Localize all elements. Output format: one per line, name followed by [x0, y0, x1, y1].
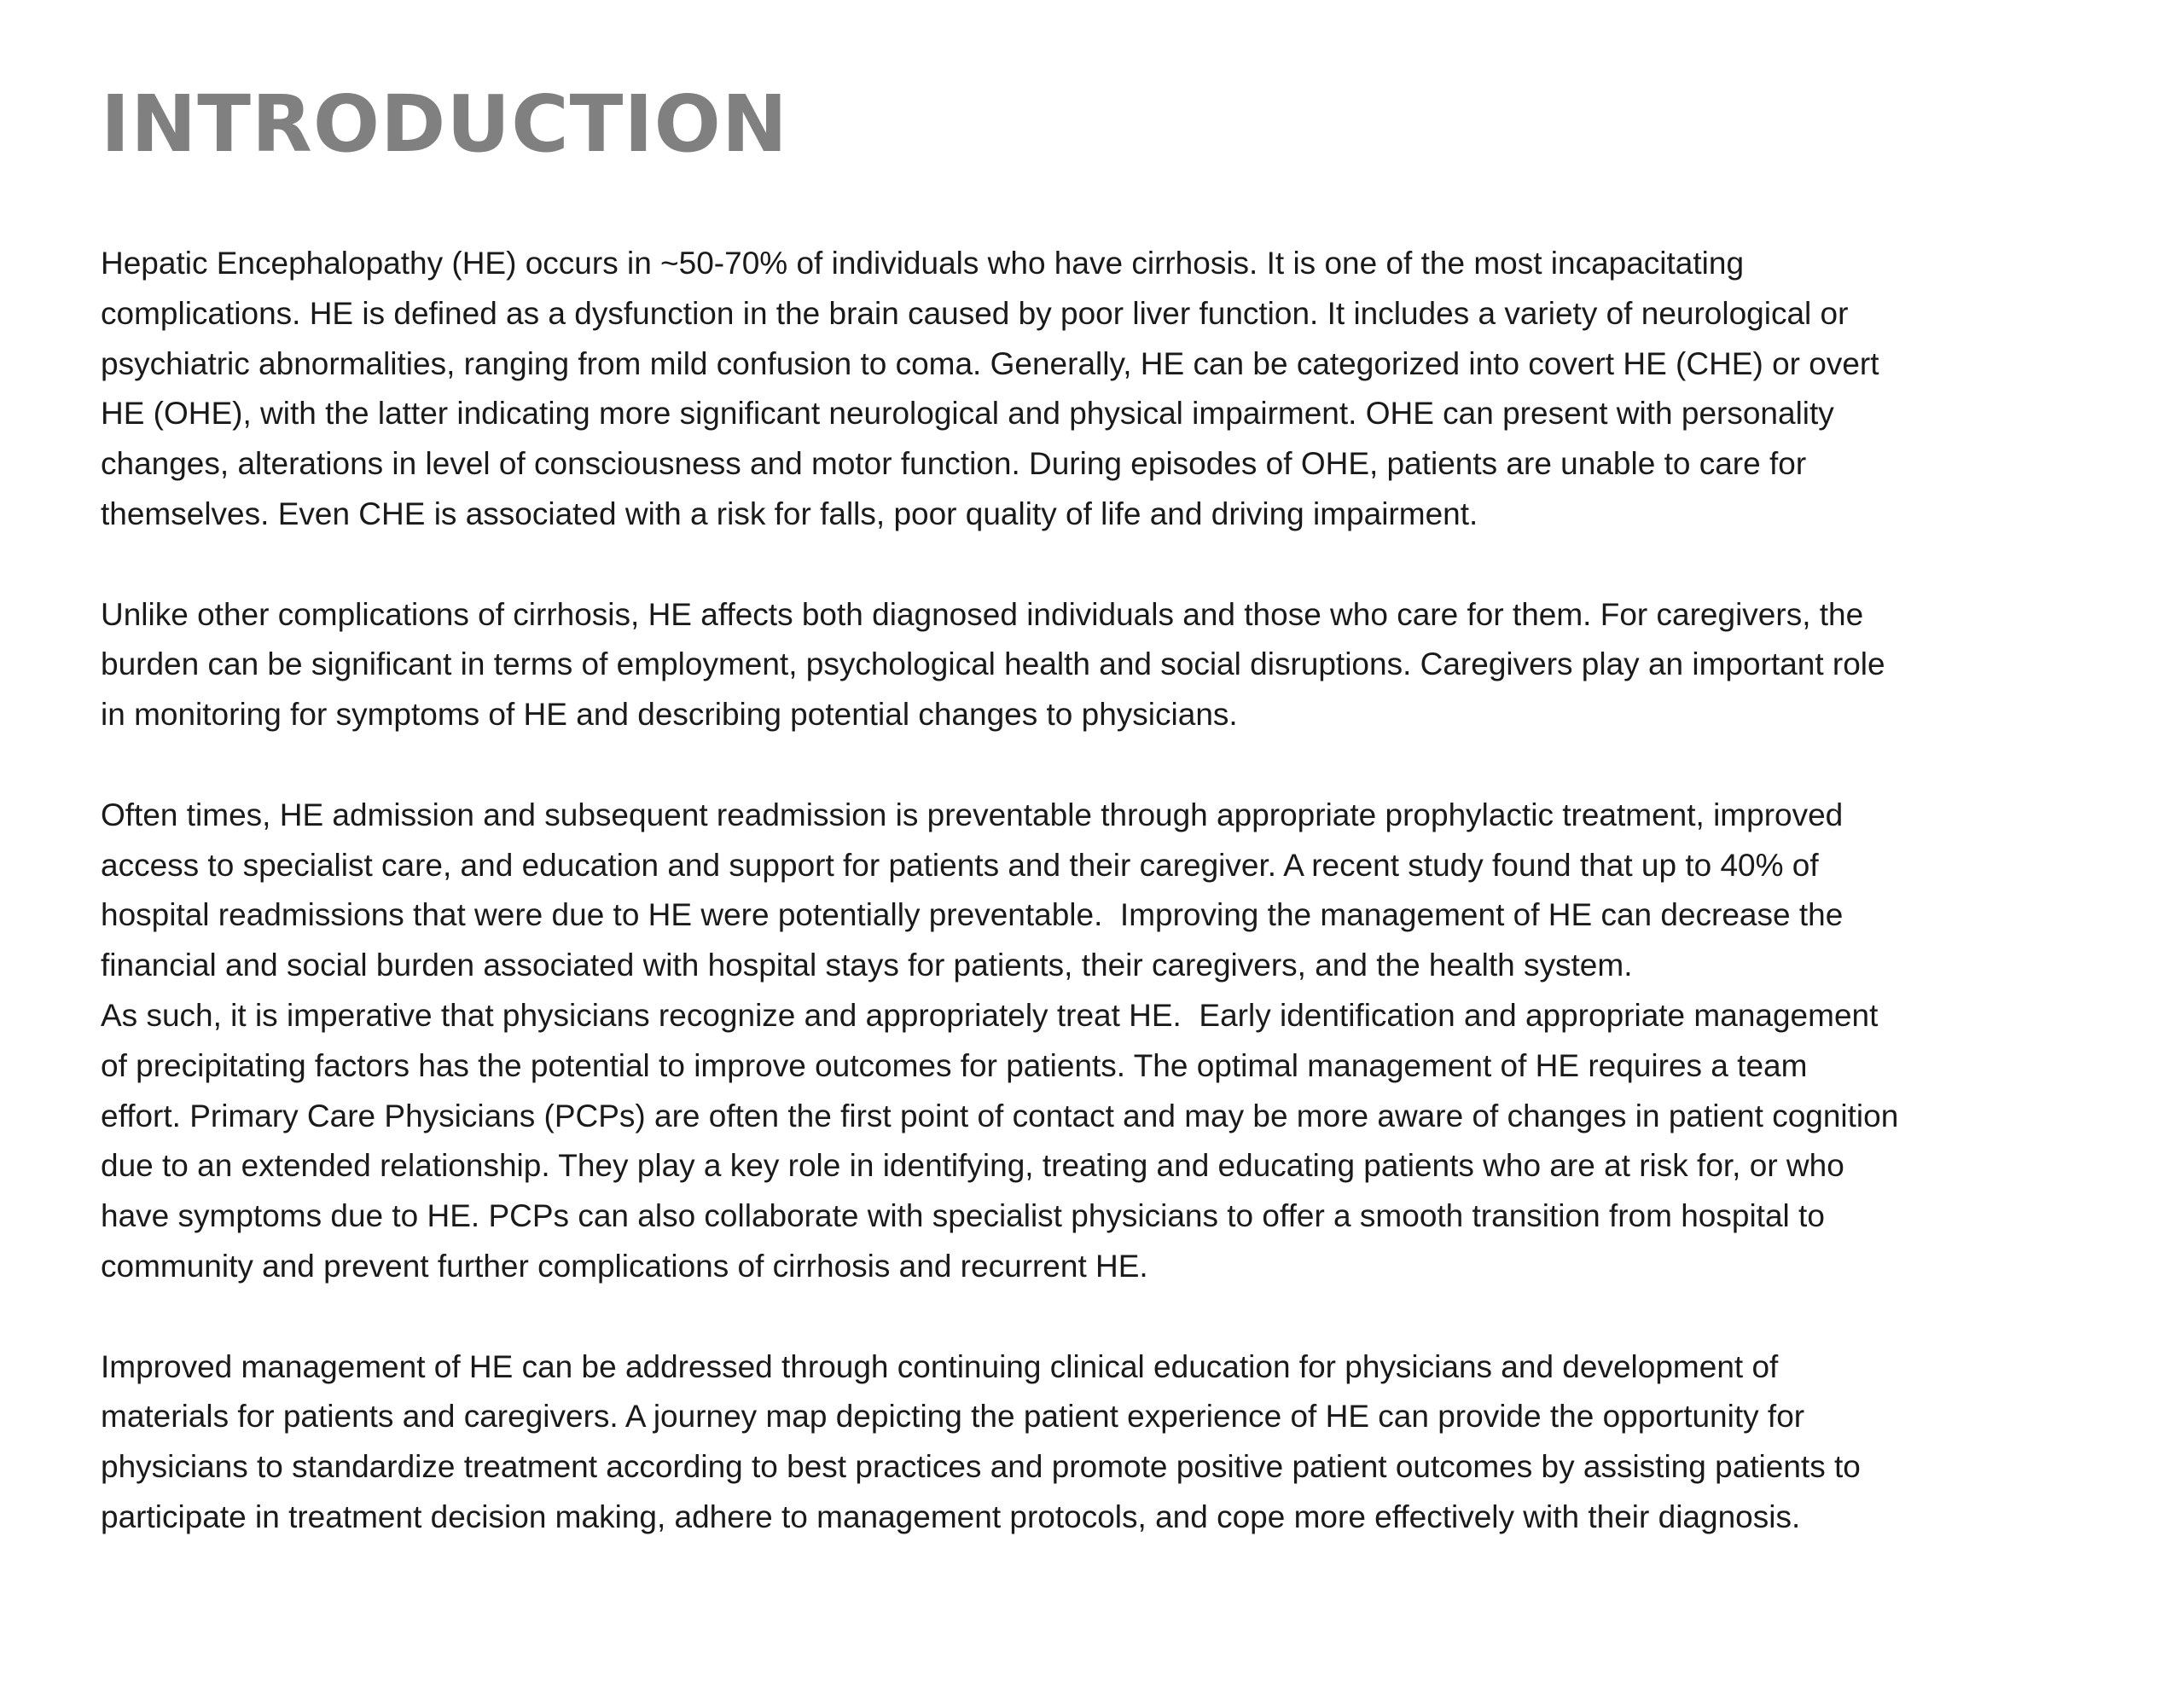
text-line: Often times, HE admission and subsequent readmission is preventable through appropriate prophylactic treatment, improved [101, 797, 1844, 832]
text-line: effort. Primary Care Physicians (PCPs) are often the first point of contact and may be more aware of changes in patient cognition [101, 1098, 1899, 1133]
text-line: in monitoring for symptoms of HE and describing potential changes to physicians. [101, 697, 1238, 733]
body-text [101, 239, 2114, 1543]
page-title: INTRODUCTION [101, 78, 788, 170]
text-line: participate in treatment decision making, adhere to management protocols, and cope more effectively with their diagnosis. [101, 1499, 1801, 1534]
paragraph-physician-role [101, 991, 2114, 1292]
text-line: materials for patients and caregivers. A journey map depicting the patient experience of HE can provide the opportunity for [101, 1399, 1805, 1435]
text-line: financial and social burden associated with hospital stays for patients, their caregivers, and the health system. [101, 948, 1633, 983]
paragraph-spacer [101, 1292, 2114, 1342]
paragraph-caregiver-burden [101, 590, 2114, 740]
text-line: access to specialist care, and education and support for patients and their caregiver. A recent study found that up to 40% of [101, 847, 1819, 883]
text-line: HE (OHE), with the latter indicating more significant neurological and physical impairment. OHE can present with personality [101, 396, 1834, 432]
paragraph-spacer [101, 740, 2114, 791]
paragraph-readmission [101, 791, 2114, 991]
text-line: psychiatric abnormalities, ranging from mild confusion to coma. Generally, HE can be categorized into covert HE (CHE) or overt [101, 345, 1879, 381]
text-line: physicians to standardize treatment according to best practices and promote positive patient outcomes by assisting patients to [101, 1449, 1861, 1485]
text-line: complications. HE is defined as a dysfunction in the brain caused by poor liver function. It includes a variety of neurological or [101, 295, 1849, 331]
text-line: community and prevent further complications of cirrhosis and recurrent HE. [101, 1248, 1148, 1284]
text-line: Hepatic Encephalopathy (HE) occurs in ~50-70% of individuals who have cirrhosis. It is one of the most incapacitating [101, 246, 1745, 281]
text-line: have symptoms due to HE. PCPs can also collaborate with specialist physicians to offer a smooth transition from hospital to [101, 1198, 1825, 1234]
paragraph-he-overview [101, 239, 2114, 540]
text-line: changes, alterations in level of consciousness and motor function. During episodes of OHE, patients are unable to care for [101, 446, 1807, 482]
text-line: As such, it is imperative that physicians recognize and appropriately treat HE. Early identification and appropriate management [101, 997, 1879, 1033]
paragraph-spacer [101, 540, 2114, 590]
text-line: burden can be significant in terms of employment, psychological health and social disruptions. Caregivers play an important role [101, 646, 1885, 682]
text-line: Improved management of HE can be addressed through continuing clinical education for physicians and development of [101, 1348, 1779, 1384]
text-line: due to an extended relationship. They play a key role in identifying, treating and educating patients who are at risk for, or who [101, 1148, 1844, 1184]
text-line: Unlike other complications of cirrhosis, HE affects both diagnosed individuals and those who care for them. For caregivers, the [101, 596, 1864, 632]
text-line: of precipitating factors has the potential to improve outcomes for patients. The optimal management of HE requires a team [101, 1047, 1808, 1083]
text-line: hospital readmissions that were due to HE were potentially preventable. Improving the management of HE can decrease the [101, 897, 1844, 933]
text-line: themselves. Even CHE is associated with a risk for falls, poor quality of life and driving impairment. [101, 496, 1478, 531]
paragraph-improved-management [101, 1342, 2114, 1543]
